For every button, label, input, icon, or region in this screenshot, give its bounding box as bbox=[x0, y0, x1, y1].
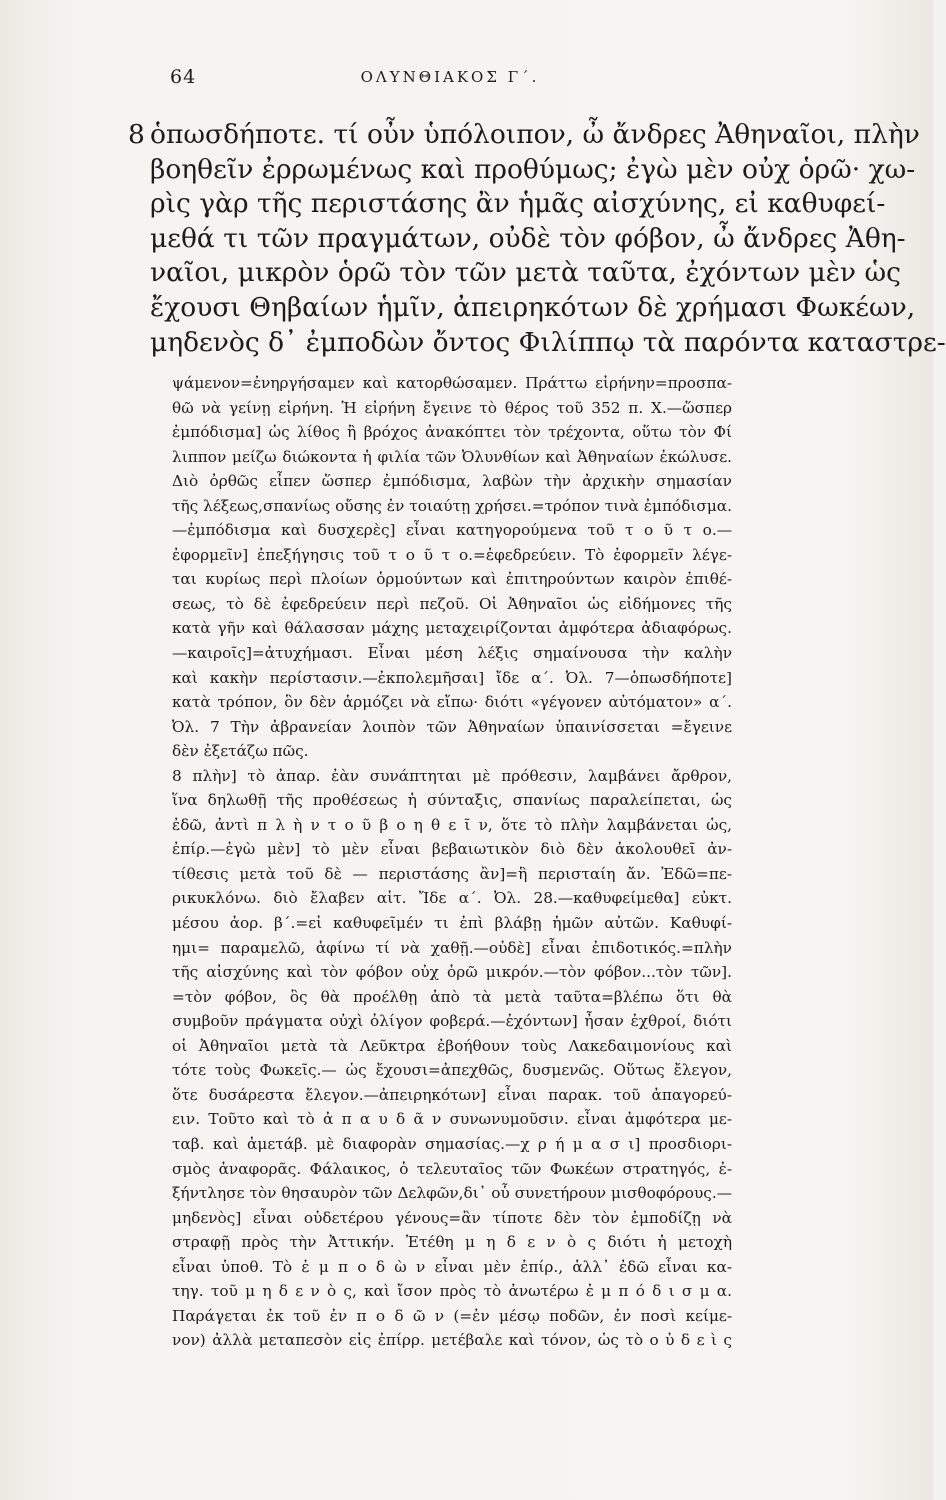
note-line: ημι= παραμελῶ, ἀφίνω τί νὰ χαθῇ.—οὐδὲ] εἶναι ἐπιδοτικός.=πλὴν bbox=[172, 938, 732, 957]
note-line: κατὰ τρόπον, ὃν δὲν ἁρμόζει νὰ εἴπω· διότι «γέγονεν αὐτόματον» α΄. bbox=[172, 693, 732, 712]
note-line: τῆς λέξεως,σπανίως οὔσης ἐν τοιαύτῃ χρήσει.=τρόπον τινὰ ἐμπόδισμα. bbox=[172, 496, 732, 515]
main-line: ναῖοι, μικρὸν ὁρῶ τὸν τῶν μετὰ ταῦτα, ἐχόντων μὲν ὡς bbox=[150, 257, 901, 289]
note-line: τηγ. τοῦ μ η δ ε ν ὸ ς, καὶ ἴσον πρὸς τὸ ἀνωτέρω ἐ μ π ό δ ι σ μ α. bbox=[172, 1282, 732, 1301]
note-line: λιππον μείζω διώκοντα ἡ φιλία τῶν Ὀλυνθίων καὶ Ἀθηναίων ἐκώλυσε. bbox=[172, 447, 732, 466]
note-line: σμὸς ἀναφορᾶς. Φάλαικος, ὁ τελευταῖος τῶν Φωκέων στρατηγός, ἐ- bbox=[172, 1159, 732, 1178]
note-line: =τὸν φόβον, ὃς θὰ προέλθῃ ἀπὸ τὰ μετὰ ταῦτα=βλέπω ὅτι θὰ bbox=[172, 987, 732, 1006]
note-line: θῶ νὰ γείνῃ εἰρήνη. Ἡ εἰρήνη ἔγεινε τὸ θέρος τοῦ 352 π. Χ.—ὥσπερ bbox=[172, 398, 732, 417]
main-line: ἔχουσι Θηβαίων ἡμῖν, ἀπειρηκότων δὲ χρήμασι Φωκέων, bbox=[150, 291, 916, 323]
note-line: Παράγεται ἐκ τοῦ ἐν π ο δ ῶ ν (=ἐν μέσῳ ποδῶν, ἐν ποσὶ κείμε- bbox=[172, 1306, 732, 1325]
page-header bbox=[170, 66, 730, 96]
note-line bbox=[172, 1353, 732, 1378]
main-line: βοηθεῖν ἐρρωμένως καὶ προθύμως; ἐγὼ μὲν οὐχ ὁρῶ· χω- bbox=[150, 153, 916, 185]
note-line: στραφῇ πρὸς τὴν Ἀττικήν. Ἐτέθη μ η δ ε ν ὸ ς διότι ἡ μετοχὴ bbox=[172, 1233, 732, 1252]
note-line: ἐφορμεῖν] ἐπεξήγησις τοῦ τ ο ῦ τ ο.=ἐφεδρεύειν. Τὸ ἐφορμεῖν λέγε- bbox=[172, 545, 732, 564]
note-line: τίθεσις μετὰ τοῦ δὲ — περιστάσης ἂν]=ἣ περισταίη ἄν. Ἐδῶ=πε- bbox=[172, 864, 732, 883]
note-line: ἐδῶ, ἀντὶ π λ ὴ ν τ ο ῦ β ο η θ ε ῖ ν, ὅτε τὸ πλὴν λαμβάνεται ὡς, bbox=[172, 815, 732, 834]
note-line: Διὸ ὀρθῶς εἶπεν ὥσπερ ἐμπόδισμα, λαβὼν τὴν ἀρχικὴν σημασίαν bbox=[172, 472, 732, 491]
note-line: ἐμπόδισμα] ὡς λίθος ἢ βρόχος ἀνακόπτει τὸν τρέχοντα, οὕτω τὸν Φί bbox=[172, 423, 732, 442]
note-line: μέσου ἀορ. β΄.=εἰ καθυφεῖμέν τι ἐπὶ βλάβῃ ἡμῶν αὐτῶν. Καθυφί- bbox=[172, 914, 732, 933]
note-line: μηδενὸς] εἶναι οὐδετέρου γένους=ἂν τίποτε δὲν τὸν ἐμποδίζῃ νὰ bbox=[172, 1208, 732, 1227]
section-number: 8 bbox=[128, 119, 145, 150]
note-line: τῆς αἰσχύνης καὶ τὸν φόβον οὐχ ὁρῶ μικρόν.—τὸν φόβον...τὸν τῶν]. bbox=[172, 963, 732, 982]
note-line: ειν. Τοῦτο καὶ τὸ ἀ π α υ δ ᾶ ν συνωνυμοῦσιν. εἶναι ἀμφότερα με- bbox=[172, 1110, 732, 1129]
note-line: σεως, τὸ δὲ ἐφεδρεύειν περὶ πεζοῦ. Οἱ Ἀθηναῖοι ὡς εἰδήμονες τῆς bbox=[172, 594, 732, 613]
page-number: 64 bbox=[170, 66, 197, 88]
note-line: νον) ἀλλὰ μεταπεσὸν εἰς ἐπίρρ. μετέβαλε καὶ τόνον, ὡς τὸ ο ὐ δ ε ὶ ς bbox=[172, 1331, 732, 1350]
note-line: τότε τοὺς Φωκεῖς.— ὡς ἔχουσι=ἀπεχθῶς, δυσμενῶς. Οὕτως ἔλεγον, bbox=[172, 1061, 732, 1080]
note-line: Ὀλ. 7 Τὴν ἀβρανείαν λοιπὸν τῶν Ἀθηναίων ὑπαινίσσεται =ἔγεινε bbox=[172, 717, 732, 736]
note-line: ὅτε δυσάρεστα ἔλεγον.—ἀπειρηκότων] εἶναι παρακ. τοῦ ἀπαγορεύ- bbox=[172, 1085, 732, 1104]
note-line: συμβοῦν πράγματα οὐχὶ ὀλίγον φοβερά.—ἐχόντων] ἦσαν ἐχθροί, διότι bbox=[172, 1012, 732, 1031]
note-line: εἶναι ὑποθ. Τὸ ἐ μ π ο δ ὼ ν εἶναι μὲν ἐπίρ., ἀλλ᾽ ἐδῶ εἶναι κα- bbox=[172, 1257, 732, 1276]
note-line: ἐπίρ.—ἐγὼ μὲν] τὸ μὲν εἶναι βεβαιωτικὸν διὸ δὲν ἀκολουθεῖ ἀν- bbox=[172, 840, 732, 859]
note-line: κατὰ γῆν καὶ θάλασσαν μάχης μεταχειρίζονται ἀμφότερα ἀδιαφόρως. bbox=[172, 619, 732, 638]
main-line: μεθά τι τῶν πραγμάτων, οὐδὲ τὸν φόβον, ὦ ἄνδρες Ἀθη- bbox=[150, 222, 906, 254]
note-line: οἱ Ἀθηναῖοι μετὰ τὰ Λεῦκτρα ἐβοήθουν τοὺς Λακεδαιμονίους καὶ bbox=[172, 1036, 732, 1055]
main-line: μηδενὸς δ᾽ ἐμποδὼν ὄντος Φιλίππῳ τὰ παρόντα καταστρε- bbox=[150, 326, 946, 358]
note-line: —ἐμπόδισμα καὶ δυσχερὲς] εἶναι κατηγορούμενα τοῦ τ ο ῦ τ ο.— bbox=[172, 521, 732, 540]
running-title: ΟΛΥΝΘΙΑΚΟΣ Γ΄. bbox=[360, 68, 540, 86]
main-line bbox=[128, 118, 920, 153]
commentary-notes bbox=[172, 371, 732, 1377]
main-line: ρὶς γὰρ τῆς περιστάσης ἂν ἡμᾶς αἰσχύνης, εἰ καθυφεί- bbox=[150, 188, 886, 220]
note-line: ἵνα δηλωθῇ τῆς προθέσεως ἡ σύνταξις, σπανίως παραλείπεται, ὡς bbox=[172, 791, 732, 810]
note-line: ψάμενον=ἐνηργήσαμεν καὶ κατορθώσαμεν. Πράττω εἰρήνην=προσπα- bbox=[172, 374, 732, 392]
main-line-text: ὁπωσδήποτε. τί οὖν ὑπόλοιπον, ὦ ἄνδρες Ἀθηναῖοι, πλὴν bbox=[150, 119, 920, 150]
note-line: ται κυρίως περὶ πλοίων ὁρμούντων καὶ ἐπιτηρούντων καιρὸν ἐπιθέ- bbox=[172, 570, 732, 589]
note-line: 8 πλὴν] τὸ ἀπαρ. ἐὰν συνάπτηται μὲ πρόθεσιν, λαμβάνει ἄρθρον, bbox=[172, 766, 732, 785]
note-line: καὶ κακὴν περίστασιν.—ἐκπολεμῆσαι] ἴδε α΄. Ὀλ. 7—ὁπωσδήποτε] bbox=[172, 668, 732, 687]
note-line: ταβ. καὶ ἀμετάβ. μὲ διαφορὰν σημασίας.—χ ρ ή μ α σ ι] προσδιορι- bbox=[172, 1134, 732, 1153]
note-line: ρικυκλόνω. διὸ ἔλαβεν αἰτ. Ἴδε α΄. Ὀλ. 28.—καθυφείμεθα] εὐκτ. bbox=[172, 889, 732, 908]
main-text bbox=[128, 118, 946, 360]
note-line: —καιροῖς]=ἀτυχήμασι. Εἶναι μέση λέξις σημαίνουσα τὴν καλὴν bbox=[172, 644, 732, 663]
note-line: ξήντλησε τὸν θησαυρὸν τῶν Δελφῶν,δι᾽ οὗ συνετήρουν μισθοφόρους.— bbox=[172, 1184, 732, 1203]
note-line: δὲν ἐξετάζω πῶς. bbox=[172, 742, 309, 761]
